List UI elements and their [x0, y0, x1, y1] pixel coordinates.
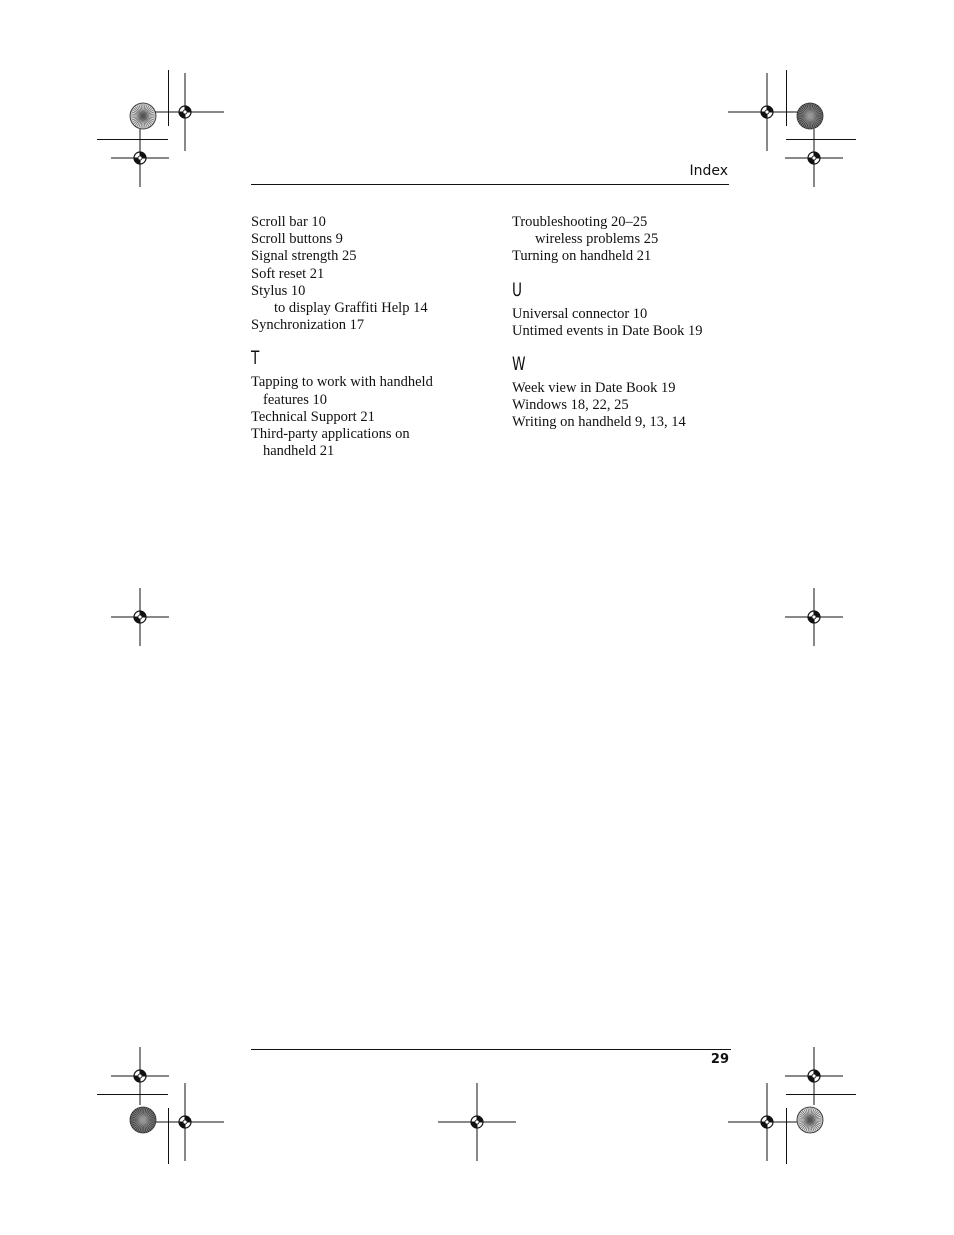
registration-target-icon — [728, 1083, 806, 1161]
registration-target-icon — [111, 588, 169, 646]
running-head: Index — [689, 163, 728, 179]
index-subentry: wireless problems 25 — [535, 231, 659, 248]
starburst-mark-icon — [129, 102, 157, 130]
starburst-mark-icon — [796, 102, 824, 130]
section-letter: W — [512, 353, 526, 376]
registration-target-icon — [785, 129, 843, 187]
section-letter: U — [512, 278, 523, 301]
index-entry: Universal connector 10 — [512, 305, 648, 322]
footer-rule — [251, 1049, 731, 1050]
registration-target-icon — [146, 1083, 224, 1161]
index-entry: Turning on handheld 21 — [512, 248, 652, 265]
index-entry: Synchronization 17 — [251, 317, 365, 334]
starburst-mark-icon — [796, 1106, 824, 1134]
index-entry: Scroll buttons 9 — [251, 231, 343, 248]
index-entry-continuation: features 10 — [263, 391, 328, 408]
index-column-left — [251, 214, 491, 460]
index-entry: Scroll bar 10 — [251, 214, 326, 230]
section-letter: T — [251, 347, 260, 370]
index-entry: Soft reset 21 — [251, 265, 325, 282]
index-entry: Troubleshooting 20–25 — [512, 214, 648, 230]
index-entry-continuation: handheld 21 — [263, 443, 335, 460]
index-entry: Third-party applications on — [251, 426, 410, 443]
index-entry: Technical Support 21 — [251, 408, 375, 425]
index-entry: Untimed events in Date Book 19 — [512, 322, 703, 339]
registration-target-icon — [438, 1083, 516, 1161]
index-column-right — [512, 214, 752, 432]
index-entry: Windows 18, 22, 25 — [512, 397, 629, 414]
starburst-mark-icon — [129, 1106, 157, 1134]
index-entry: Signal strength 25 — [251, 248, 357, 265]
header-rule — [251, 184, 729, 185]
registration-target-icon — [785, 588, 843, 646]
index-subentry: to display Graffiti Help 14 — [274, 300, 428, 317]
index-entry: Writing on handheld 9, 13, 14 — [512, 414, 686, 431]
index-entry: Tapping to work with handheld — [251, 374, 433, 391]
index-entry: Week view in Date Book 19 — [512, 380, 676, 397]
registration-target-icon — [111, 129, 169, 187]
page-number: 29 — [710, 1052, 729, 1067]
index-entry: Stylus 10 — [251, 282, 306, 299]
